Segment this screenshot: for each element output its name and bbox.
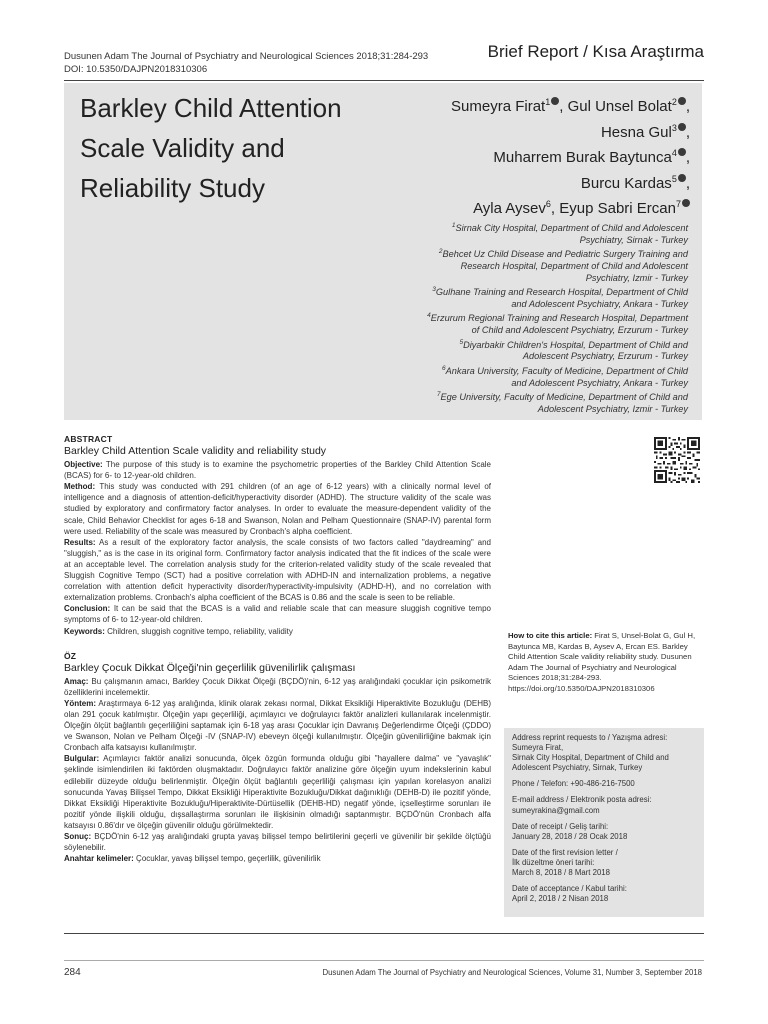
acceptance-date: April 2, 2018 / 2 Nisan 2018 — [512, 894, 609, 904]
author-line: Burcu Kardas$^5$ , — [580, 173, 690, 192]
qr-code-icon — [654, 437, 700, 483]
affiliation: $^6$Ankara University, Faculty of Medicine, Department of Child and Adolescent Psychiatry, Ankara - Turkey — [442, 364, 688, 388]
author-sup: 7 — [675, 199, 681, 209]
affiliation: $^2$Behcet Uz Child Disease and Pediatric Surgery Training and Research Hospital, Department of Child and Adolescent Psychiatry, Izmir - Turkey — [438, 248, 688, 283]
abstract-results: Results: As a result of the exploratory factor analysis, the scale consists of two factors called "daydreaming" and "sluggish," as is the case in its original form. Confirmatory factor analysis indicated that the fit indices of the scale were at an acceptable level. The correlation analysis study for the criterion-related validity study of the scale revealed that Sluggish Cognitive Tempo (SCT) had a positive correlation with ADHD-IN and internalization problems, a negative correlation with attention deficit hyperactivity disorder/hyperactivity-impulsivity (ADHD-H), and no correlation with externalization problems. Cronbach's alpha coefficient of the BCAS is 0.86 and the scale is seen to be reliable. — [64, 537, 492, 603]
author-name: Ayla Aysev — [473, 200, 546, 217]
affiliation: $^7$Ege University, Faculty of Medicine, Department of Child and Adolescent Psychiatry, Izmir - Turkey — [436, 391, 688, 414]
author-sup: 2 — [671, 97, 677, 107]
footer-divider — [64, 960, 704, 961]
orcid-icon[interactable] — [682, 199, 690, 207]
oz-section — [64, 651, 491, 865]
abstract-keywords: Keywords: Children, sluggish cognitive tempo, reliability, validity — [64, 626, 293, 636]
author-name: Gul Unsel Bolat — [567, 98, 672, 115]
address-line: Sirnak City Hospital, Department of Child and — [512, 753, 669, 763]
oz-label: ÖZ — [64, 650, 77, 661]
author-line: Hesna Gul$^3$ , — [600, 122, 690, 141]
author-line: Muharrem Burak Baytunca$^4$ , — [493, 148, 690, 166]
abstract-objective: Objective: The purpose of this study is to examine the psychometric properties of the Barkley Child Attention Scale (BCAS) for 6- to 12-year-old children. — [64, 460, 491, 481]
author-list — [360, 92, 690, 220]
revision-date: March 8, 2018 / 8 Mart 2018 — [512, 868, 610, 878]
revision-label: İlk düzeltme öneri tarihi: — [512, 857, 595, 867]
author-sup: 5 — [671, 173, 677, 184]
oz-bulgular: Bulgular: Açımlayıcı faktör analizi sonucunda, ölçek özgün formunda olduğu gibi "hayallere dalma" ve "yavaşlık" şeklinde isimlendirilen iki faktörden oluşmaktadır. Doğrulayıcı faktör analizine göre ölçeğin uyum indekslerinin kabul edilebilir düzeyde olduğu belirlenmiştir. Ölçeğin ölçüt bağlantılı geçerliliği çalışması için yapılan korelasyon analizi sonucunda Yavaş Bilişsel Tempo, Dikkat Eksikliği Hiperaktivite Bozukluğu/Dikkat dağınıklığı (DEHB-D) ile pozitif yönde, Dikkat Eksikliği Hiperaktivite Bozukluğu/Hiperaktivite-Dürtüsellik (DEHB-HD) negatif yönde, içselleştirme sorunları ile pozitif yönde ilişkili olduğu, dışsallaştırma sorunları ile ilişkisinin olmadığı saptanmıştır. BÇDÖ'nün Cronbach alfa katsayısı 0.86'dır ve ölçeğin güvenilir olduğu görülmektedir. — [64, 754, 492, 830]
address-label: Address reprint requests to / Yazışma adresi: — [512, 733, 668, 742]
oz-anahtar: Anahtar kelimeler: Çocuklar, yavaş bilişsel tempo, geçerlilik, güvenilirlik — [64, 854, 321, 864]
author-name: Burcu Kardas — [580, 174, 672, 192]
address-name: Sumeyra Firat, — [512, 743, 564, 753]
article-title: Barkley Child Attention Scale Validity and Reliability Study — [80, 93, 342, 203]
how-to-cite-text: Firat S, Unsel-Bolat G, Gul H, Baytunca MB, Kardas B, Aysev A, Ercan ES. Barkley Child Attention Scale validity reliability study. Dusunen Adam The Journal of Psychiatry and Neurological Sciences 2018;31:284-293. — [508, 631, 696, 683]
affiliation: $^4$Erzurum Regional Training and Research Hospital, Department of Child and Adolescent Psychiatry, Erzurum - Turkey — [427, 312, 688, 335]
how-to-cite — [508, 631, 703, 695]
journal-header — [64, 50, 428, 76]
oz-amac: Amaç: Bu çalışmanın amacı, Barkley Çocuk Dikkat Ölçeği (BÇDÖ)'nin, 6-12 yaş aralığındaki çocuklar için psikometrik özelliklerini incelemektir. — [64, 676, 491, 697]
phone: Phone / Telefon: +90-486-216-7500 — [512, 779, 635, 789]
author-name: Eyup Sabri Ercan — [559, 200, 676, 217]
orcid-icon[interactable] — [678, 174, 686, 182]
orcid-icon[interactable] — [678, 148, 686, 156]
abstract-title: Barkley Child Attention Scale validity and reliability study — [64, 445, 327, 458]
footer-divider — [64, 933, 704, 934]
affiliation: $^3$Gulhane Training and Research Hospital, Department of Child and Adolescent Psychiatry, Ankara - Turkey — [432, 286, 688, 309]
abstract-label: ABSTRACT — [64, 434, 113, 444]
author-sup: 3 — [671, 122, 677, 133]
author-name: Sumeyra Firat — [451, 98, 546, 115]
page-number: 284 — [64, 967, 81, 978]
abstract-column — [64, 434, 491, 864]
journal-citation: Dusunen Adam The Journal of Psychiatry and Neurological Sciences 2018;31:284-293 — [64, 51, 429, 62]
oz-sonuc: Sonuç: BÇDÖ'nin 6-12 yaş aralığındaki grupta yavaş bilişsel tempo belirtilerini geçerli ve güvenilir bir şekilde ölçtüğü söylenebilir. — [64, 832, 491, 853]
receipt-date: January 28, 2018 / 28 Ocak 2018 — [512, 831, 628, 841]
author-sup: 6 — [545, 199, 551, 209]
journal-doi: DOI: 10.5350/DAJPN2018310306 — [64, 64, 208, 75]
email-link[interactable]: sumeyrakina@gmail.com — [512, 805, 600, 815]
affiliation: $^1$Sirnak City Hospital, Department of Child and Adolescent Psychiatry, Sirnak - Turkey — [451, 222, 688, 245]
affiliation: $^5$Diyarbakir Children's Hospital, Department of Child and Adolescent Psychiatry, Erzurum - Turkey — [459, 338, 688, 362]
orcid-icon[interactable] — [678, 97, 686, 105]
author-line: Ayla Aysev$^6$, Eyup Sabri Ercan$^7$ — [360, 194, 690, 220]
correspondence-box — [504, 728, 704, 917]
oz-title: Barkley Çocuk Dikkat Ölçeği'nin geçerlilik güvenilirlik çalışması — [64, 661, 356, 674]
header-divider — [64, 80, 704, 81]
article-type: Brief Report / Kısa Araştırma — [487, 42, 704, 61]
receipt-label: Date of receipt / Geliş tarihi: — [512, 821, 609, 831]
orcid-icon[interactable] — [678, 123, 686, 131]
abstract-method: Method: This study was conducted with 291 children (of an age of 6-12 years) with a clinically normal level of intelligence and a diagnosis of attention-deficit/hyperactivity disorder (ADHD). The structure validity of the scale was studied by exploratory and confirmatory factor analyses. In order to evaluate the measure-dependent validity of the scale, Child Behavior Checklist for ages 6-18 and Swanson, Nolan and Pelham Questionnaire (SNAP-IV) parental form were used. Reliability of the scale was measured by Cronbach's alpha coefficient. — [64, 482, 491, 536]
acceptance-label: Date of acceptance / Kabul tarihi: — [512, 884, 627, 894]
address-line: Adolescent Psychiatry, Sirnak, Turkey — [512, 763, 643, 773]
how-to-cite-label: How to cite this article: — [508, 631, 593, 640]
oz-yontem: Yöntem: Araştırmaya 6-12 yaş aralığında, klinik olarak zekası normal, Dikkat Eksikliği Hiperaktivite Bozukluğu (DEHB) olan 291 çocuk katılmıştır. Ölçeğin yapı geçerliliği, açımlayıcı ve doğrulayıcı faktör analizleri kullanılarak incelenmiştir. Ölçeğin ölçüt bağlantılı geçerliliğini saptamak için 6-18 yaş arası Çocuklar için Davranış Değerlendirme Ölçeği (ÇDDO) ve Swanson, Nolan ve Pelham Ölçeği -IV (SNAP-IV) ebeveyn ölçeği kullanılmıştır. Ölçeğin güvenilirliğine bakmak için Cronbach alfa katsayısı kullanılmıştır. — [64, 698, 492, 753]
abstract-conclusion: Conclusion: It can be said that the BCAS is a valid and reliable scale that can measure sluggish cognitive tempo symptoms of 6- to 12-year-old children. — [64, 604, 491, 625]
author-sup: 4 — [671, 148, 677, 158]
doi-link[interactable]: https://doi.org/10.5350/DAJPN2018310306 — [508, 683, 655, 693]
footer-journal: Dusunen Adam The Journal of Psychiatry and Neurological Sciences, Volume 31, Number 3, September 2018 — [322, 968, 702, 977]
author-line: Sumeyra Firat$^1$ , Gul Unsel Bolat$^2$ , — [451, 97, 690, 115]
revision-label: Date of the first revision letter / — [512, 847, 618, 857]
author-name: Muharrem Burak Baytunca — [493, 149, 672, 166]
email-label: E-mail address / Elektronik posta adresi: — [512, 795, 652, 805]
author-sup: 1 — [545, 97, 551, 107]
affiliation-list — [358, 220, 688, 415]
author-name: Hesna Gul — [600, 123, 672, 141]
